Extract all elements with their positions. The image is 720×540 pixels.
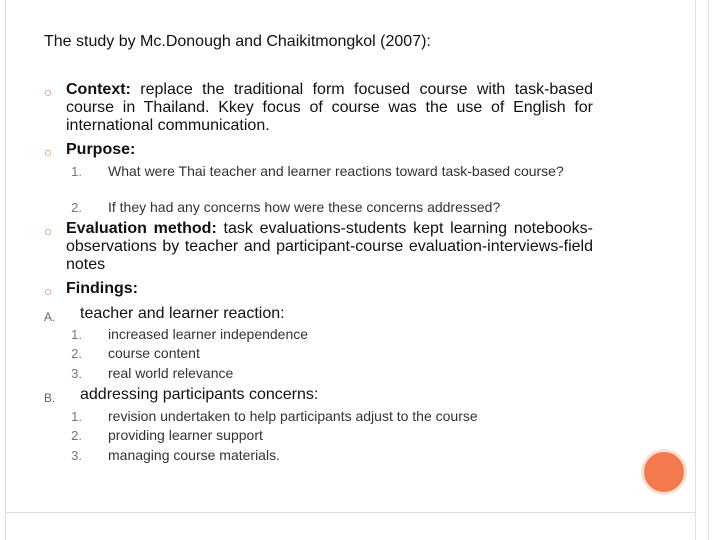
section-heading: addressing participants concerns:	[80, 386, 319, 403]
circle-bullet-icon: ○	[44, 223, 53, 239]
evaluation-text: task evaluations-students kept learning notebooks-observations by teacher and participant-course evaluation-interviews-field notes	[66, 220, 593, 273]
section-item: managing course materials.	[108, 447, 280, 463]
context-text: replace the traditional form focused course with task-based course in Thailand. Kkey focus of course was the use of English for international communication.	[66, 81, 593, 134]
section-item: revision undertaken to help participants adjust to the course	[108, 408, 478, 424]
section-item-number: 2.	[71, 346, 82, 361]
evaluation-paragraph	[66, 220, 593, 274]
circle-bullet-icon: ○	[44, 84, 53, 100]
slide-frame-bottom	[6, 512, 696, 513]
circle-bullet-icon: ○	[44, 283, 53, 299]
context-label: Context:	[66, 81, 131, 98]
section-letter: B.	[44, 391, 56, 405]
section-letter: A.	[44, 310, 56, 324]
section-item-number: 3.	[71, 448, 82, 463]
purpose-item: What were Thai teacher and learner reactions toward task-based course?	[108, 163, 564, 179]
slide-frame-right	[695, 0, 696, 540]
section-item: providing learner support	[108, 427, 263, 443]
findings-heading	[66, 280, 138, 298]
slide-frame-left	[5, 0, 6, 540]
slide-frame-right-outer	[708, 0, 709, 540]
section-item-number: 3.	[71, 366, 82, 381]
purpose-item-number: 2.	[71, 200, 82, 215]
section-item-number: 1.	[71, 409, 82, 424]
circle-bullet-icon: ○	[44, 144, 53, 160]
section-item-number: 1.	[71, 327, 82, 342]
section-item: real world relevance	[108, 365, 234, 381]
context-paragraph	[66, 81, 593, 135]
findings-label: Findings:	[66, 280, 138, 297]
accent-circle-icon	[641, 449, 687, 495]
section-item: course content	[108, 345, 200, 361]
purpose-heading	[66, 141, 135, 159]
slide-title: The study by Mc.Donough and Chaikitmongkol (2007):	[44, 33, 431, 50]
section-heading: teacher and learner reaction:	[80, 305, 285, 322]
evaluation-label: Evaluation method:	[66, 220, 217, 237]
purpose-label: Purpose:	[66, 141, 136, 158]
section-item-number: 2.	[71, 428, 82, 443]
section-item: increased learner independence	[108, 326, 309, 342]
purpose-item: If they had any concerns how were these concerns addressed?	[108, 199, 501, 215]
purpose-item-number: 1.	[71, 164, 82, 179]
